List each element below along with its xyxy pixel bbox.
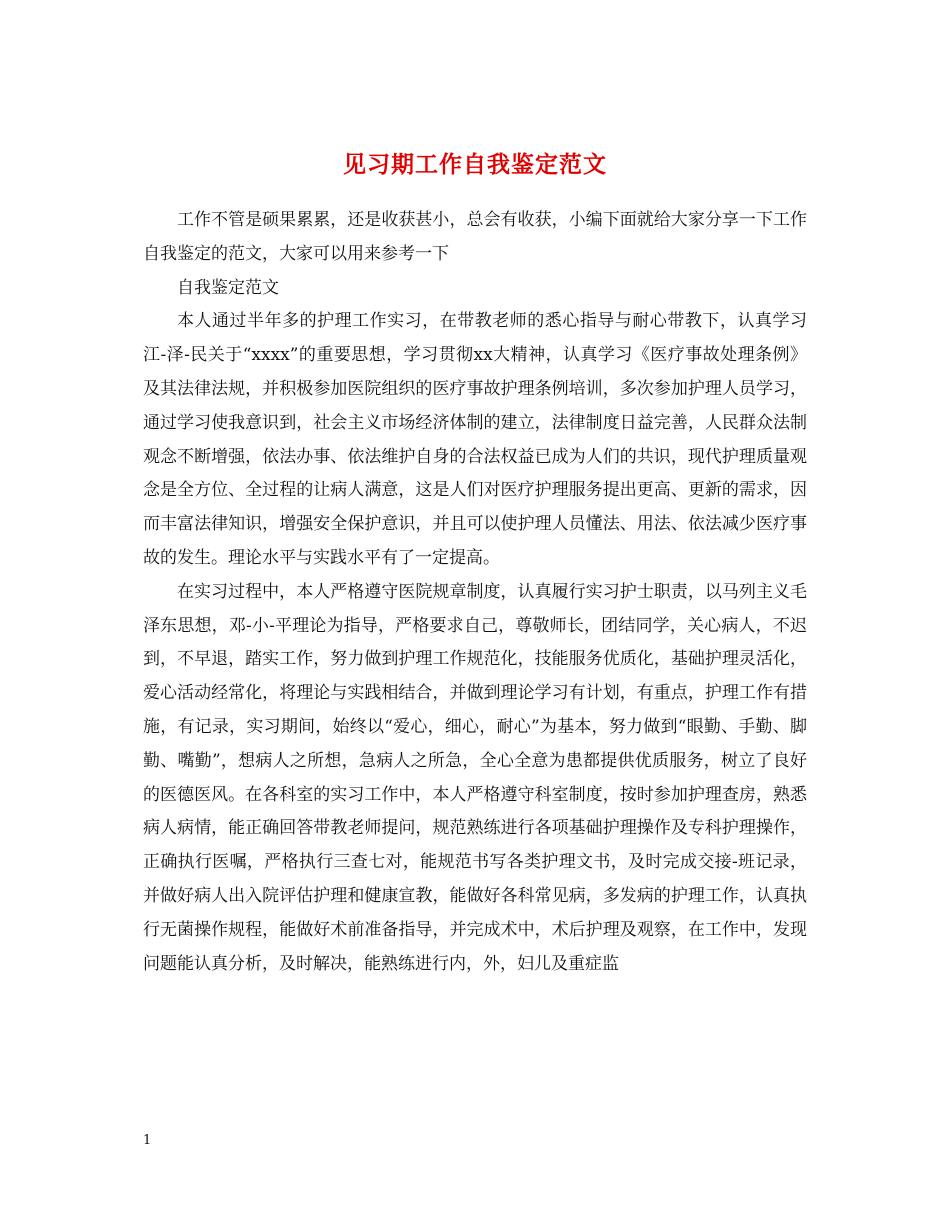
intro-paragraph: 工作不管是硕果累累，还是收获甚小，总会有收获，小编下面就给大家分享一下工作自我鉴定的范文，大家可以用来参考一下 <box>143 210 807 264</box>
section-heading: 自我鉴定范文 <box>177 277 279 298</box>
document-title: 见习期工作自我鉴定范文 <box>343 151 607 179</box>
page-number: 1 <box>143 1133 152 1148</box>
body-paragraph: 本人通过半年多的护理工作实习，在带教老师的悉心指导与耐心带教下，认真学习江-泽-民关于“xxxx”的重要思想，学习贯彻xx大精神，认真学习《医疗事故处理条例》及其法律法规，并积极参加医院组织的医疗事故护理条例培训，多次参加护理人员学习，通过学习使我意识到，社会主义市场经济体制的建立，法律制度日益完善，人民群众法制观念不断增强，依法办事、依法维护自身的合法权益已成为人们的共识，现代护理质量观念是全方位、全过程的让病人满意，这是人们对医疗护理服务提出更高、更新的需求，因而丰富法律知识，增强安全保护意识，并且可以使护理人员懂法、用法、依法减少医疗事故的发生。理论水平与实践水平有了一定提高。 <box>143 311 807 568</box>
body-paragraph: 在实习过程中，本人严格遵守医院规章制度，认真履行实习护士职责，以马列主义毛泽东思想，邓-小-平理论为指导，严格要求自己，尊敬师长，团结同学，关心病人，不迟到，不早退，踏实工作，努力做到护理工作规范化，技能服务优质化，基础护理灵活化，爱心活动经常化，将理论与实践相结合，并做到理论学习有计划，有重点，护理工作有措施，有记录，实习期间，始终以“爱心，细心，耐心”为基本，努力做到“眼勤、手勤、脚勤、嘴勤”，想病人之所想，急病人之所急，全心全意为患都提供优质服务，树立了良好的医德医风。在各科室的实习工作中，本人严格遵守科室制度，按时参加护理查房，熟悉病人病情，能正确回答带教老师提问，规范熟练进行各项基础护理操作及专科护理操作，正确执行医嘱，严格执行三查七对，能规范书写各类护理文书，及时完成交接-班记录，并做好病人出入院评估护理和健康宣教，能做好各科常见病，多发病的护理工作，认真执行无菌操作规程，能做好术前准备指导，并完成术中，术后护理及观察，在工作中，发现问题能认真分析，及时解决，能熟练进行内，外，妇儿及重症监 <box>143 581 807 974</box>
document-body <box>143 204 807 981</box>
